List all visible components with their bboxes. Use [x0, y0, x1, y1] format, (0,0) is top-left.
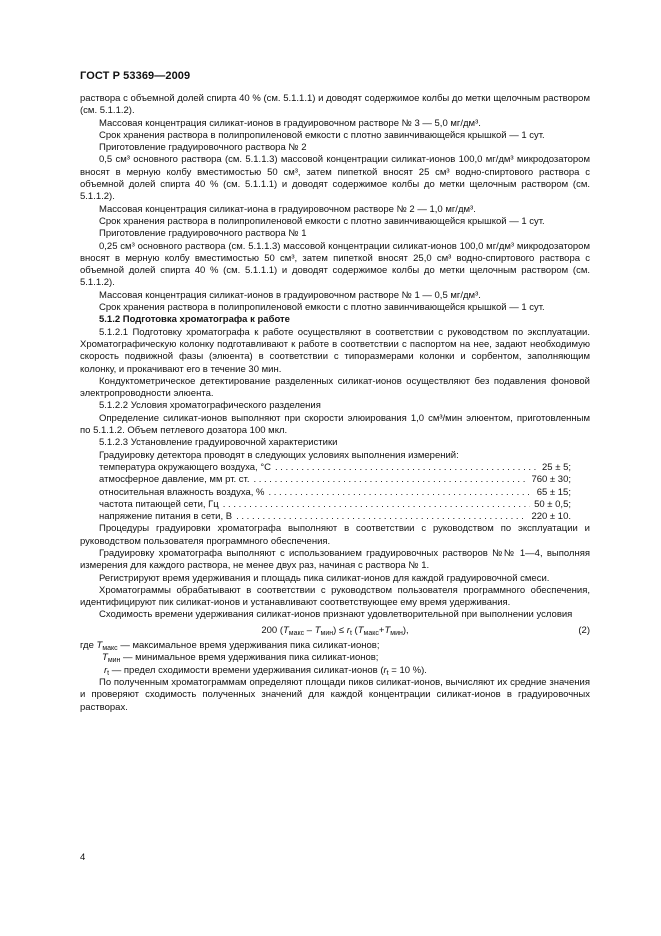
- condition-row: [99, 487, 571, 499]
- leader-dots: [268, 487, 532, 499]
- subheading: Приготовление градуировочного раствора № 2: [99, 142, 307, 154]
- paragraph: 0,5 см³ основного раствора (см. 5.1.1.3) массовой концентрации силикат-ионов 100,0 мг/дм³ микродозатором вносят в мерную колбу вместимостью 50 см³, затем пипеткой вносят 25 см³ водно-спиртового раствора с объемной долей спирта 40 % (см. 5.1.1.1) и доводят содержимое колбы до метки щелочным раствором (см. 5.1.1.2).: [80, 154, 590, 203]
- paragraph: Определение силикат-ионов выполняют при скорости элюирования 1,0 см³/мин элюентом, приготовленным по 5.1.1.2. Объем петлевого дозатора 100 мкл.: [80, 412, 590, 437]
- paragraph: раствора с объемной долей спирта 40 % (см. 5.1.1.1) и доводят содержимое колбы до метки щелочным раствором (см. 5.1.1.2).: [80, 93, 590, 117]
- condition-row: [99, 511, 571, 523]
- paragraph: Срок хранения раствора в полипропиленовой емкости с плотно завинчивающейся крышкой — 1 сут.: [99, 215, 545, 227]
- condition-label: напряжение питания в сети, В: [99, 511, 233, 523]
- paragraph: Процедуры градуировки хроматографа выполняют в соответствии с руководством по эксплуатации и руководством пользователя программного обеспечения.: [80, 523, 590, 547]
- condition-label: температура окружающего воздуха, °С: [99, 461, 271, 473]
- paragraph: Хроматограммы обрабатывают в соответствии с руководством пользователя программного обеспечения, идентифицируют пик силикат-ионов и устанавливают соответствующее ему время удерживания.: [80, 584, 590, 609]
- leader-dots: [236, 511, 527, 523]
- where-line: $r_t$ — предел сходимости времени удерживания силикат-ионов ($r_t = 10$ %).: [104, 664, 427, 677]
- paragraph: Кондуктометрическое детектирование разделенных силикат-ионов осуществляют без подавления фоновой электропроводности элюента.: [80, 375, 590, 400]
- condition-value: 50 ± 0,5;: [534, 498, 571, 510]
- condition-value: 760 ± 30;: [531, 474, 571, 486]
- leader-dots: [253, 474, 527, 486]
- paragraph: 5.1.2.1 Подготовку хроматографа к работе осуществляют в соответствии с руководством по эксплуатации. Хроматографическую колонку подготавливают к работе в соответствии с паспортом на нее, задают необходимую скорость подвижной фазы (элюента) в соответствии с типоразмерами колонки и сорбентом, заполняющим колонку, и прокачивают его в течение 30 мин.: [80, 326, 590, 375]
- condition-row: [99, 499, 571, 511]
- subheading: 5.1.2.3 Установление градуировочной характеристики: [99, 437, 338, 449]
- paragraph: Сходимость времени удерживания силикат-ионов признают удовлетворительной при выполнении условия: [99, 609, 573, 621]
- subheading: 5.1.2.2 Условия хроматографического разделения: [99, 400, 321, 412]
- condition-label: атмосферное давление, мм рт. ст.: [99, 474, 250, 486]
- subheading: Приготовление градуировочного раствора № 1: [99, 228, 307, 240]
- condition-value: 65 ± 15;: [536, 486, 571, 498]
- section-heading: 5.1.2 Подготовка хроматографа к работе: [99, 314, 290, 326]
- condition-label: частота питающей сети, Гц: [99, 498, 219, 510]
- paragraph: Срок хранения раствора в полипропиленовой емкости с плотно завинчивающейся крышкой — 1 сут.: [99, 302, 545, 314]
- page-body: [80, 93, 590, 714]
- formula-2: 200 $(T_{макс} - T_{мин}) \le r_t$ $(T_{макс}+T_{мин})$, (2): [261, 624, 590, 637]
- condition-label: относительная влажность воздуха, %: [99, 486, 265, 498]
- formula-number: (2): [578, 624, 590, 636]
- where-line: $T_{мин}$ — минимальное время удерживания пика силикат-ионов;: [102, 652, 379, 665]
- paragraph: Регистрируют время удерживания и площадь пика силикат-ионов для каждой градуировочной смеси.: [99, 572, 550, 584]
- document-header: ГОСТ Р 53369—2009: [80, 70, 191, 82]
- paragraph: Срок хранения раствора в полипропиленовой емкости с плотно завинчивающейся крышкой — 1 сут.: [99, 129, 545, 141]
- paragraph: Градуировку детектора проводят в следующих условиях выполнения измерений:: [99, 449, 459, 461]
- page-number: 4: [80, 852, 86, 863]
- condition-row: [99, 474, 571, 486]
- paragraph: Градуировку хроматографа выполняют с использованием градуировочных растворов №№ 1—4, выполняя измерения для каждого раствора, не менее двух раз, начиная с раствора № 1.: [80, 547, 590, 572]
- paragraph: Массовая концентрация силикат-ионов в градуировочном растворе № 1 — 0,5 мг/дм³.: [99, 289, 481, 301]
- leader-dots: [223, 499, 530, 511]
- leader-dots: [275, 462, 538, 474]
- paragraph: 0,25 см³ основного раствора (см. 5.1.1.3) массовой концентрации силикат-ионов 100,0 мг/дм³ микродозатором вносят в мерную колбу вместимостью 50 см³, затем пипеткой вносят 25,0 см³ водно-спиртового раствора с объемной долей спирта 40 % (см. 5.1.1.1) и доводят содержимое колбы до метки щелочным раствором (см. 5.1.1.2).: [80, 240, 590, 289]
- condition-value: 220 ± 10.: [531, 511, 571, 523]
- paragraph: Массовая концентрация силикат-ионов в градуировочном растворе № 3 — 5,0 мг/дм³.: [99, 117, 481, 129]
- where-line: где $T_{макс}$ — максимальное время удерживания пика силикат-ионов;: [80, 640, 380, 653]
- paragraph: Массовая концентрация силикат-иона в градуировочном растворе № 2 — 1,0 мг/дм³.: [99, 203, 476, 215]
- paragraph: По полученным хроматограммам определяют площади пиков силикат-ионов, вычисляют их средние значения и проверяют сходимость полученных значений для каждой концентрации силикат-ионов в градуировочных растворах.: [80, 676, 590, 713]
- condition-value: 25 ± 5;: [542, 461, 571, 473]
- condition-row: [99, 462, 571, 474]
